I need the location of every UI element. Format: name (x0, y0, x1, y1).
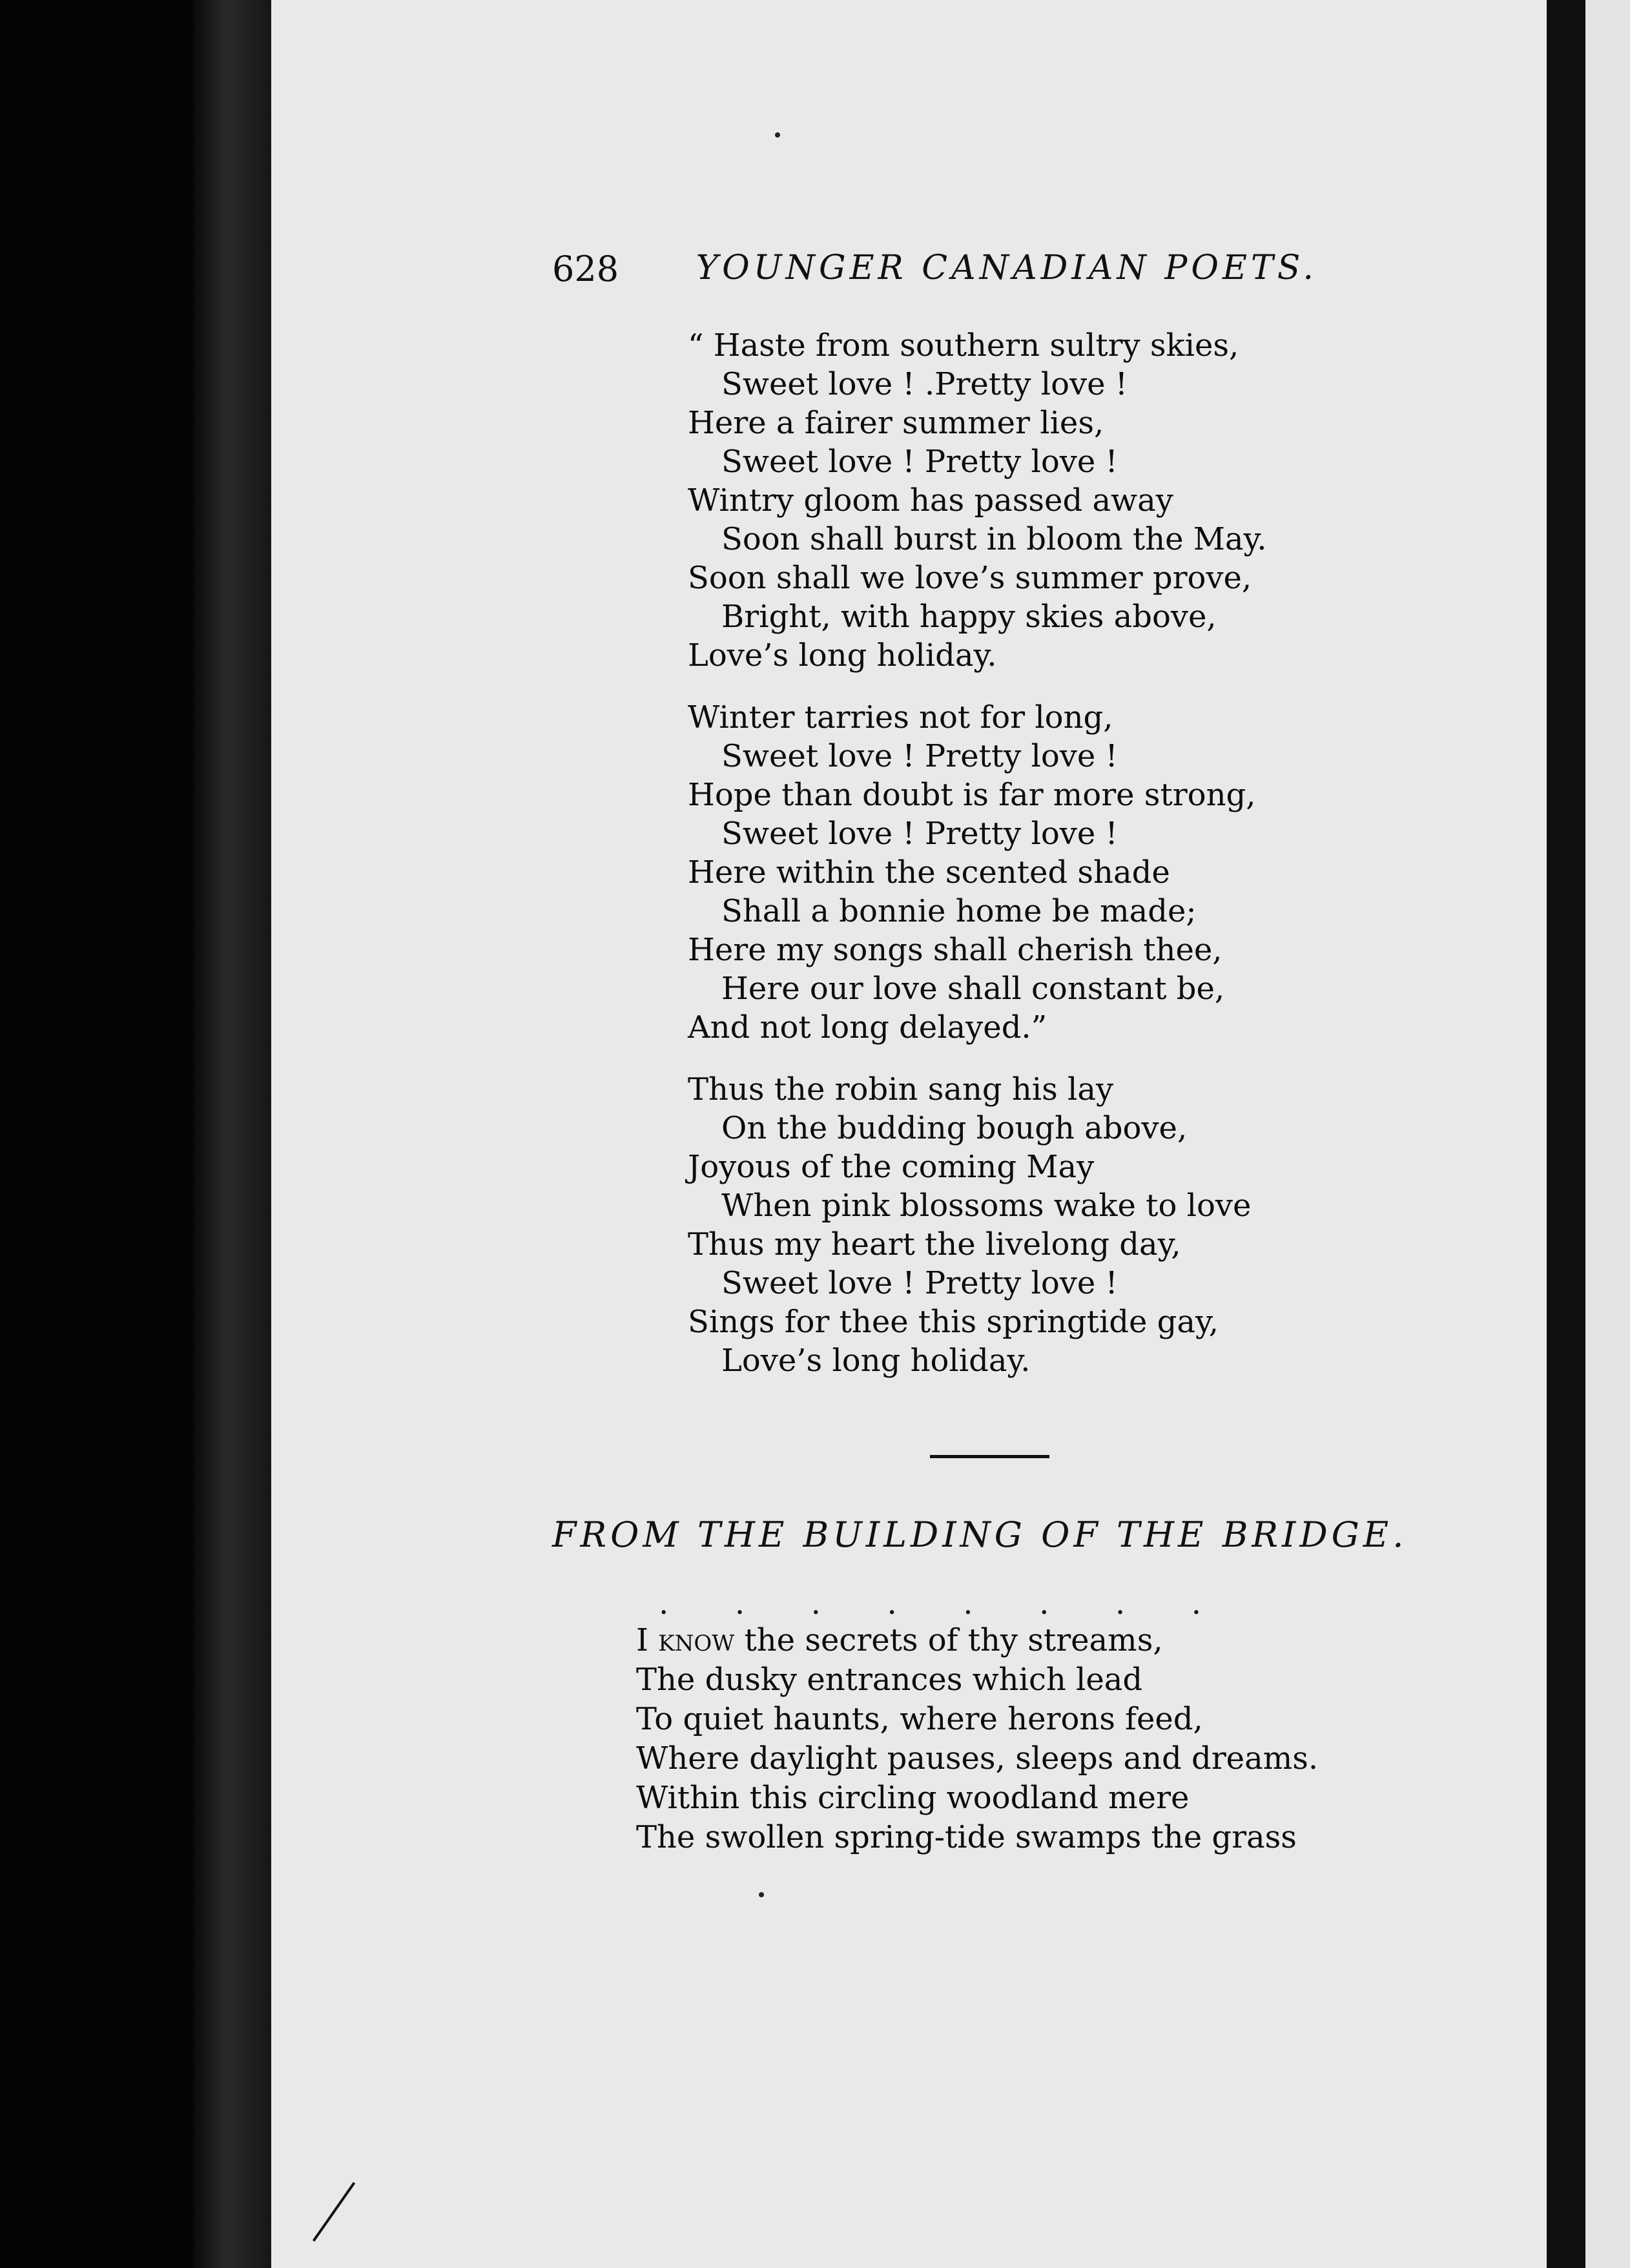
poem-line: Where daylight pauses, sleeps and dreams. (636, 1740, 1319, 1777)
poem-line: Sings for thee this springtide gay, (688, 1304, 1219, 1340)
ellipsis-dot: . (1115, 1585, 1126, 1622)
poem-line: Soon shall burst in bloom the May. (721, 521, 1267, 557)
poem-line: Wintry gloom has passed away (688, 482, 1173, 519)
poem-line: Here a fairer summer lies, (688, 405, 1104, 441)
first-line-smallcaps: know (658, 1622, 735, 1658)
speck (759, 1892, 764, 1897)
poem-line: Here my songs shall cherish thee, (688, 932, 1222, 968)
ellipsis-dot: . (887, 1585, 897, 1622)
poem-line: Love’s long holiday. (688, 637, 997, 674)
ellipsis-dot: . (734, 1585, 745, 1622)
poem-line: The dusky entrances which lead (636, 1662, 1143, 1698)
poem-line: And not long delayed.” (688, 1009, 1047, 1046)
poem-body (688, 326, 1334, 1403)
page-header (552, 249, 1317, 307)
ellipsis-dot: . (810, 1585, 821, 1622)
poem-line: Thus my heart the livelong day, (688, 1226, 1181, 1263)
poem-line: Here our love shall constant be, (721, 971, 1225, 1007)
ellipsis-dot: . (659, 1585, 669, 1622)
book-spine-shadow (194, 0, 274, 2268)
section-divider (930, 1455, 1049, 1458)
poem-line: Joyous of the coming May (688, 1149, 1095, 1185)
poem-line (636, 1621, 1346, 1660)
poem-line: Winter tarries not for long, (688, 699, 1113, 736)
poem-line: Within this circling woodland mere (636, 1780, 1190, 1816)
poem-line: Sweet love ! Pretty love ! (721, 738, 1118, 774)
poem-line: On the budding bough above, (721, 1110, 1188, 1146)
poem-line: Here within the scented shade (688, 854, 1170, 891)
poem-line: Hope than doubt is far more strong, (688, 777, 1256, 813)
poem-line: To quiet haunts, where herons feed, (636, 1701, 1203, 1737)
poem-line: Sweet love ! Pretty love ! (721, 444, 1118, 480)
ellipsis-row (659, 1585, 1201, 1622)
poem-line: Sweet love ! Pretty love ! (721, 816, 1118, 852)
first-line-rest: the secrets of thy streams, (734, 1622, 1163, 1658)
section-title: FROM THE BUILDING OF THE BRIDGE. (552, 1514, 1408, 1555)
next-page-edge (1585, 0, 1630, 2268)
stanza (688, 326, 1334, 675)
ellipsis-dot: . (1039, 1585, 1049, 1622)
speck (775, 132, 780, 138)
page-gutter (1547, 0, 1585, 2268)
stanza (688, 1070, 1334, 1380)
running-head: YOUNGER CANADIAN POETS. (696, 249, 1317, 287)
page-number: 628 (552, 249, 619, 289)
poem-line: Soon shall we love’s summer prove, (688, 560, 1252, 596)
poem-line: Love’s long holiday. (721, 1343, 1031, 1379)
poem-line: Sweet love ! Pretty love ! (721, 1265, 1118, 1301)
poem-line: Bright, with happy skies above, (721, 599, 1217, 635)
first-line-prefix: I (636, 1622, 659, 1658)
poem-line: Shall a bonnie home be made; (721, 893, 1197, 929)
poem-excerpt (636, 1621, 1346, 1857)
poem-line: “ Haste from southern sultry skies, (688, 327, 1239, 364)
ellipsis-dot: . (963, 1585, 973, 1622)
poem-line: When pink blossoms wake to love (721, 1188, 1252, 1224)
poem-line: Thus the robin sang his lay (688, 1071, 1114, 1108)
poem-line: The swollen spring-tide swamps the grass (636, 1819, 1297, 1855)
poem-line: Sweet love ! .Pretty love ! (721, 366, 1128, 402)
ellipsis-dot: . (1191, 1585, 1201, 1622)
stanza (688, 698, 1334, 1047)
